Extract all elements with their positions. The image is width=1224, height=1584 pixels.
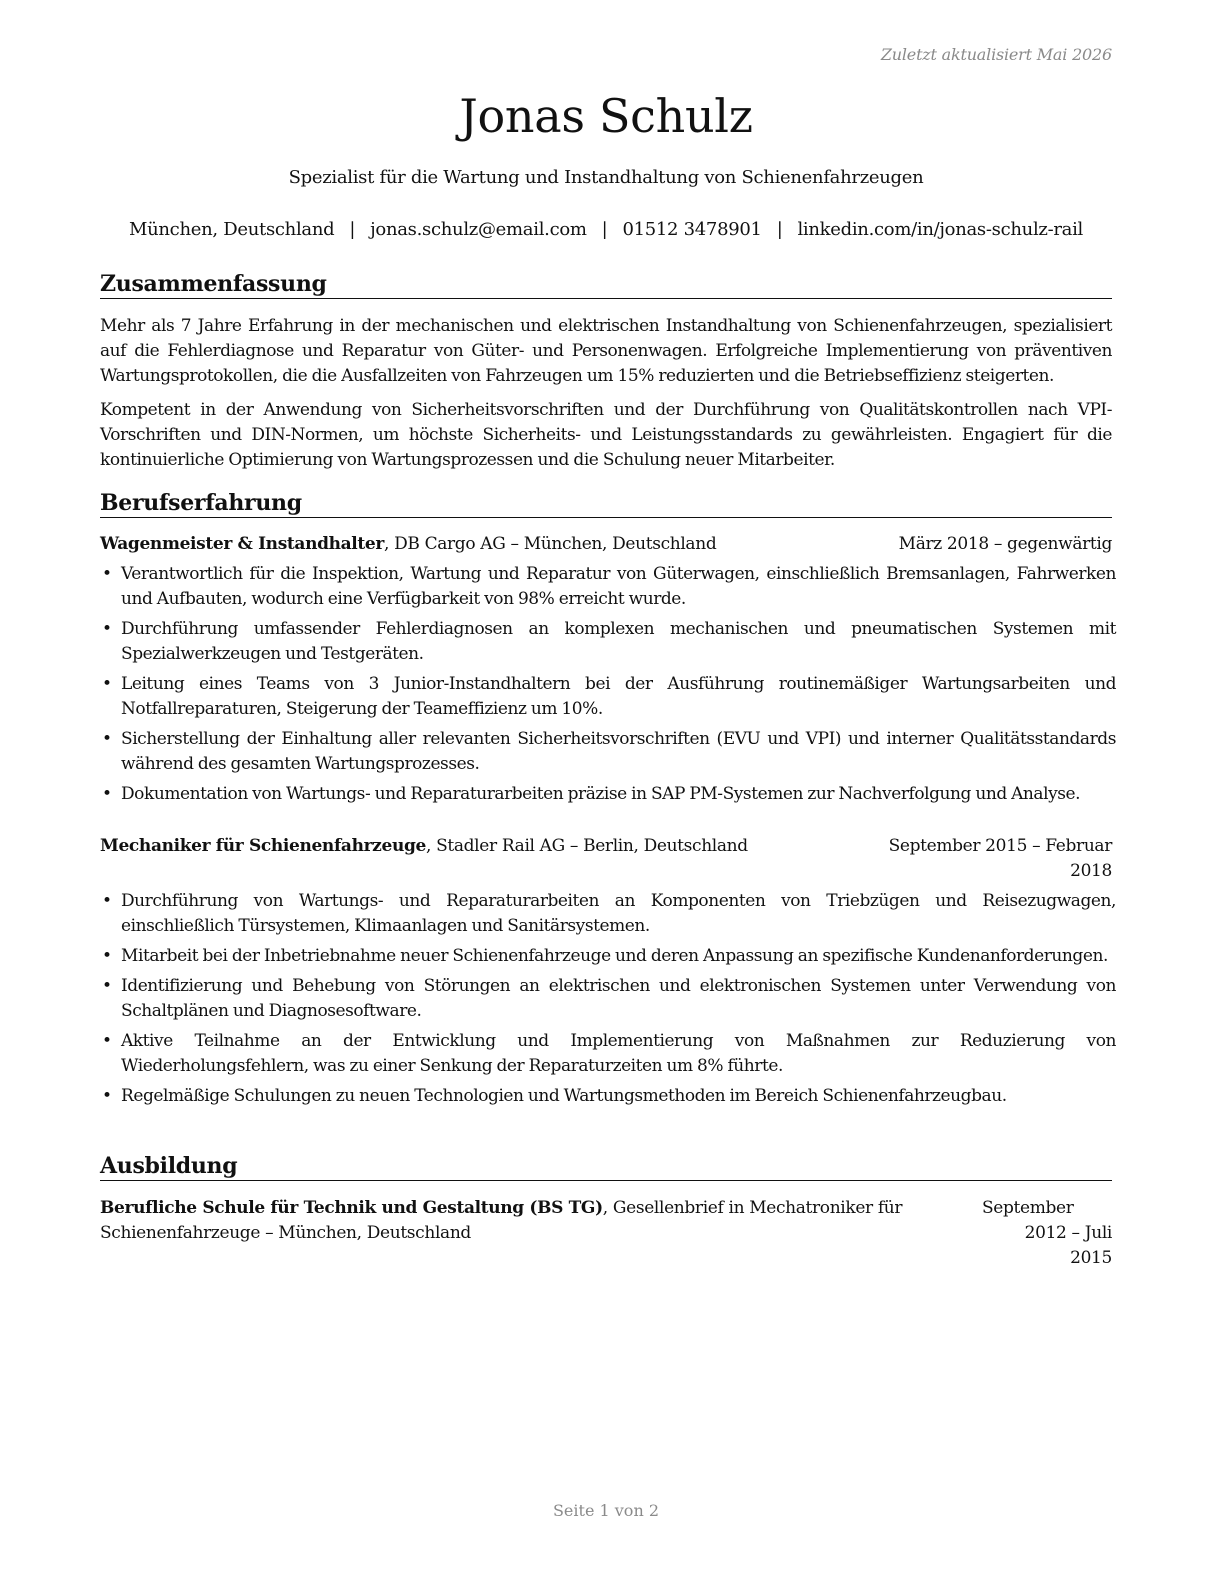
bullet-text: Leitung eines Teams von 3 Junior-Instandhaltern bei der Ausführung routinemäßiger Wartungsarbeiten und Notfallreparaturen, Steigerung der Teameffizienz um 10%. bbox=[121, 674, 1116, 719]
list-item bbox=[100, 1029, 1116, 1079]
education-detail bbox=[100, 1196, 980, 1246]
job-date bbox=[889, 834, 1112, 884]
bullet-icon: • bbox=[102, 946, 112, 966]
summary-paragraph: Kompetent in der Anwendung von Sicherheitsvorschriften und der Durchführung von Qualitätskontrollen nach VPI-Vorschriften und DIN-Normen, um höchste Sicherheits- und Leistungsstandards zu gewährleisten. Engagiert für die kontinuierliche Optimierung von Wartungsprozessen und die Schulung neuer Mitarbeiter. bbox=[100, 400, 1112, 470]
list-item bbox=[100, 974, 1116, 1024]
bullet-icon: • bbox=[102, 674, 112, 694]
section-title-experience: Berufserfahrung bbox=[100, 489, 1112, 518]
bullet-icon: • bbox=[102, 619, 112, 639]
last-updated-note: Zuletzt aktualisiert Mai 2026 bbox=[880, 45, 1112, 64]
job-role: Wagenmeister & Instandhalter bbox=[100, 534, 384, 554]
education-date-line: September 2012 – Juli bbox=[982, 1198, 1112, 1243]
job-date-line: 2018 bbox=[1070, 861, 1112, 881]
bullet-icon: • bbox=[102, 976, 112, 996]
bullet-text: Identifizierung und Behebung von Störungen an elektrischen und elektronischen Systemen unter Verwendung von Schaltplänen und Diagnosesoftware. bbox=[121, 976, 1116, 1021]
list-item bbox=[100, 562, 1116, 612]
job-bullet-list bbox=[100, 889, 1116, 1114]
contact-line bbox=[100, 219, 1112, 240]
list-item bbox=[100, 672, 1116, 722]
education-degree: , Gesellenbrief in Mechatroniker für Schienenfahrzeuge – München, Deutschland bbox=[100, 1198, 903, 1243]
bullet-icon: • bbox=[102, 784, 112, 804]
bullet-icon: • bbox=[102, 729, 112, 749]
bullet-text: Aktive Teilnahme an der Entwicklung und Implementierung von Maßnahmen zur Reduzierung von Wiederholungsfehlern, was zu einer Senkung der Reparaturzeiten um 8% führte. bbox=[121, 1031, 1116, 1076]
job-header bbox=[100, 834, 1112, 884]
list-item bbox=[100, 944, 1116, 969]
job-date-line: September 2015 – Februar bbox=[888, 836, 1112, 856]
education-date-line: 2015 bbox=[1070, 1248, 1112, 1268]
job-company: , DB Cargo AG – München, Deutschland bbox=[384, 534, 717, 554]
job-title-line bbox=[100, 834, 748, 859]
list-item bbox=[100, 782, 1116, 807]
candidate-headline: Spezialist für die Wartung und Instandhaltung von Schienenfahrzeugen bbox=[288, 167, 924, 188]
bullet-icon: • bbox=[102, 891, 112, 911]
contact-separator: | bbox=[776, 219, 783, 240]
bullet-icon: • bbox=[102, 564, 112, 584]
list-item bbox=[100, 727, 1116, 777]
resume-page bbox=[100, 0, 1116, 1584]
contact-separator: | bbox=[601, 219, 608, 240]
job-date: März 2018 – gegenwärtig bbox=[898, 534, 1112, 554]
contact-separator: | bbox=[349, 219, 356, 240]
bullet-text: Dokumentation von Wartungs- und Reparaturarbeiten präzise in SAP PM-Systemen zur Nachverfolgung und Analyse. bbox=[121, 784, 1081, 804]
contact-phone: 01512 3478901 bbox=[622, 219, 762, 240]
section-title-education: Ausbildung bbox=[100, 1152, 1112, 1181]
summary-paragraph: Mehr als 7 Jahre Erfahrung in der mechanischen und elektrischen Instandhaltung von Schienenfahrzeugen, spezialisiert auf die Fehlerdiagnose und Reparatur von Güter- und Personenwagen. Erfolgreiche Implementierung von präventiven Wartungsprotokollen, die die Ausfallzeiten von Fahrzeugen um 15% reduzierten und die Betriebseffizienz steigerten. bbox=[100, 316, 1112, 386]
candidate-name: Jonas Schulz bbox=[459, 89, 753, 143]
bullet-text: Durchführung von Wartungs- und Reparaturarbeiten an Komponenten von Triebzügen und Reisezugwagen, einschließlich Türsystemen, Klimaanlagen und Sanitärsystemen. bbox=[121, 891, 1116, 936]
bullet-text: Sicherstellung der Einhaltung aller relevanten Sicherheitsvorschriften (EVU und VPI) und interner Qualitätsstandards während des gesamten Wartungsprozesses. bbox=[121, 729, 1116, 774]
job-role: Mechaniker für Schienenfahrzeuge bbox=[100, 836, 426, 856]
contact-linkedin[interactable]: linkedin.com/in/jonas-schulz-rail bbox=[797, 219, 1084, 240]
list-item bbox=[100, 1084, 1116, 1109]
list-item bbox=[100, 617, 1116, 667]
education-entry bbox=[100, 1196, 1112, 1268]
bullet-text: Mitarbeit bei der Inbetriebnahme neuer Schienenfahrzeuge und deren Anpassung an spezifische Kundenanforderungen. bbox=[121, 946, 1108, 966]
list-item bbox=[100, 889, 1116, 939]
contact-email[interactable]: jonas.schulz@email.com bbox=[370, 219, 587, 240]
bullet-icon: • bbox=[102, 1031, 112, 1051]
education-school: Berufliche Schule für Technik und Gestaltung (BS TG) bbox=[100, 1198, 603, 1218]
page-number: Seite 1 von 2 bbox=[552, 1501, 660, 1520]
bullet-icon: • bbox=[102, 1086, 112, 1106]
bullet-text: Regelmäßige Schulungen zu neuen Technologien und Wartungsmethoden im Bereich Schienenfahrzeugbau. bbox=[121, 1086, 1007, 1106]
bullet-text: Durchführung umfassender Fehlerdiagnosen an komplexen mechanischen und pneumatischen Systemen mit Spezialwerkzeugen und Testgeräten. bbox=[121, 619, 1116, 664]
job-bullet-list bbox=[100, 562, 1116, 812]
job-company: , Stadler Rail AG – Berlin, Deutschland bbox=[425, 836, 748, 856]
bullet-text: Verantwortlich für die Inspektion, Wartung und Reparatur von Güterwagen, einschließlich Bremsanlagen, Fahrwerken und Aufbauten, wodurch eine Verfügbarkeit von 98% erreicht wurde. bbox=[121, 564, 1116, 609]
job-title-line bbox=[100, 532, 716, 557]
section-title-summary: Zusammenfassung bbox=[100, 270, 1112, 299]
education-date bbox=[982, 1196, 1112, 1271]
contact-location: München, Deutschland bbox=[128, 219, 335, 240]
